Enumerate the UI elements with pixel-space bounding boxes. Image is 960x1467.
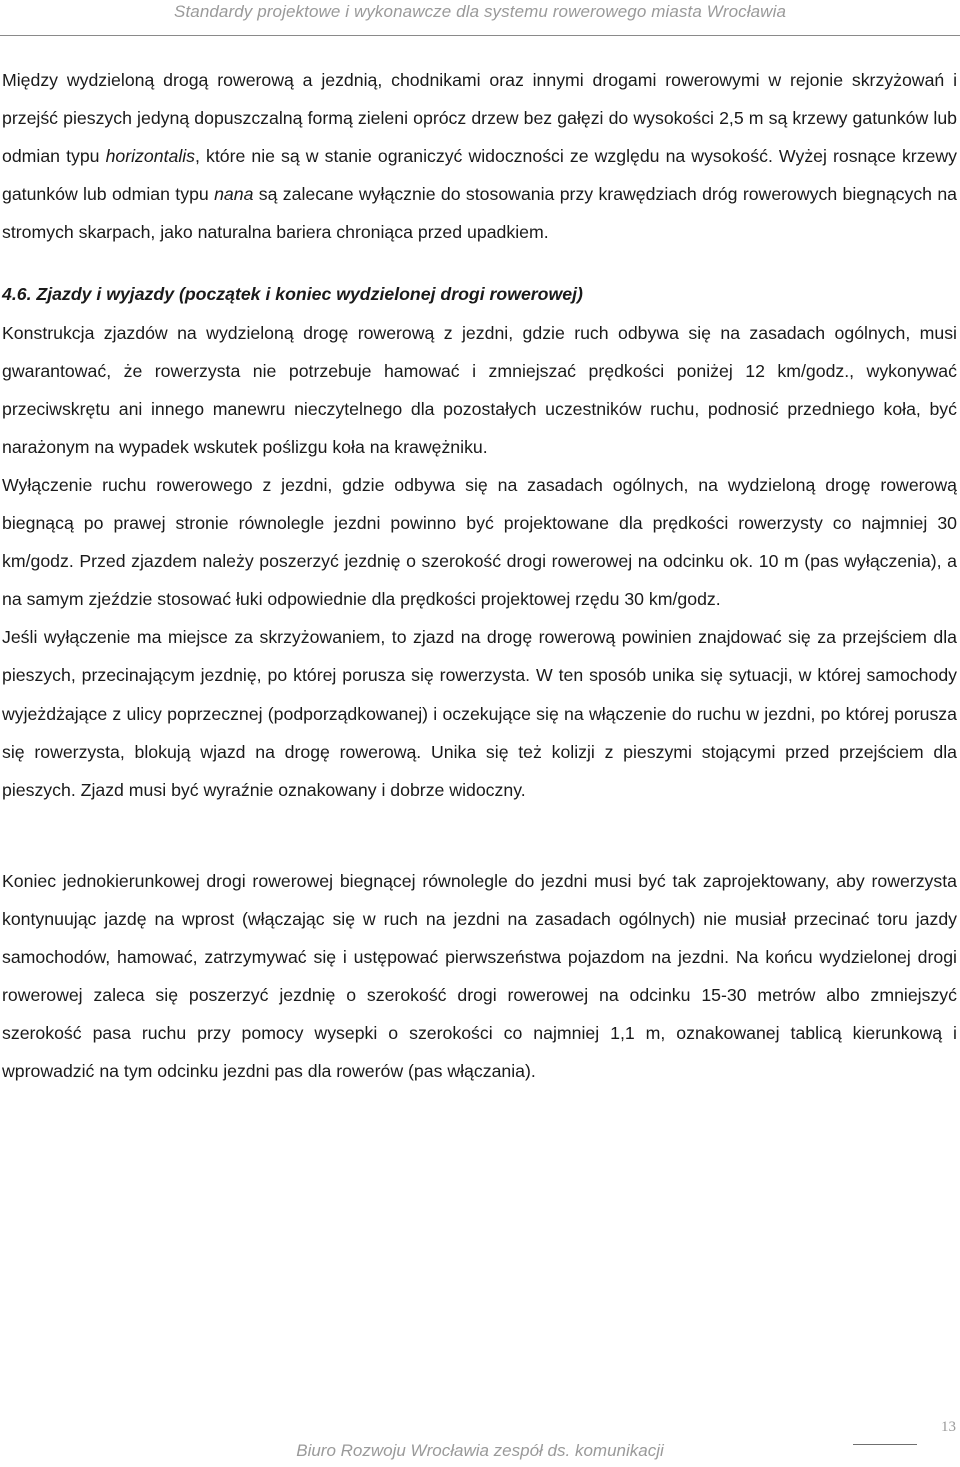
italic-term: nana <box>214 184 254 205</box>
paragraph-text: są zalecane wyłącznie do stosowania przy krawędziach dróg rowerowych biegnących na stromych skarpach, jako naturalna bariera chroniąca przed upadkiem. <box>2 184 957 243</box>
paragraph-shrubs <box>2 61 957 251</box>
header-rule <box>0 35 960 36</box>
section-heading: 4.6. Zjazdy i wyjazdy (początek i koniec wydzielonej drogi rowerowej) <box>2 284 583 305</box>
paragraph-exclusion: Wyłączenie ruchu rowerowego z jezdni, gdzie odbywa się na zasadach ogólnych, na wydzieloną drogę rowerową biegnącą po prawej stronie równolegle jezdni powinno być projektowane dla prędkości rowerzysty co najmniej 30 km/godz. Przed zjazdem należy poszerzyć jezdnię o szerokość drogi rowerowej na odcinku ok. 10 m (pas wyłączenia), a na samym zjeździe stosować łuki odpowiednie dla prędkości projektowej rzędu 30 km/godz. <box>2 474 957 610</box>
italic-term: horizontalis <box>105 146 196 167</box>
paragraph-path-end: Koniec jednokierunkowej drogi rowerowej biegnącej równolegle do jezdni musi być tak zaprojektowany, aby rowerzysta kontynuując jazdę na wprost (włączając się w ruch na jezdni na zasadach ogólnych) nie musiał przecinać toru jazdy samochodów, hamować, zatrzymywać się i ustępować pierwszeństwa pojazdom na jezdni. Na końcu wydzielonej drogi rowerowej zaleca się poszerzyć jezdnię o szerokość drogi rowerowej na odcinku 15-30 metrów albo zmniejszyć szerokość pasa ruchu przy pomocy wysepki o szerokości co najmniej 1,1 m, oznakowanej tablicą kierunkową i wprowadzić na tym odcinku jezdni pas dla rowerów (pas włączania). <box>2 870 957 1082</box>
document-body <box>2 61 957 1090</box>
running-header: Standardy projektowe i wykonawcze dla systemu rowerowego miasta Wrocławia <box>174 2 786 21</box>
page-number: 13 <box>941 1419 956 1435</box>
paragraph-entrance-construction: Konstrukcja zjazdów na wydzieloną drogę rowerową z jezdni, gdzie ruch odbywa się na zasadach ogólnych, musi gwarantować, że rowerzysta nie potrzebuje hamować i zmniejszać prędkości poniżej 12 km/godz., wykonywać przeciwskrętu ani innego manewru nieczytelnego dla pozostałych uczestników ruchu, podnosić przedniego koła, być narażonym na wypadek wskutek poślizgu koła na krawężniku. <box>2 322 957 457</box>
paragraph-intersection: Jeśli wyłączenie ma miejsce za skrzyżowaniem, to zjazd na drogę rowerową powinien znajdować się za przejściem dla pieszych, przecinającym jezdnię, po której porusza się rowerzysta. W ten sposób unika się sytuacji, w której samochody wyjeżdżające z ulicy poprzecznej (podporządkowanej) i oczekujące się na włączenie do ruchu w jezdni, po której porusza się rowerzysta, blokują wjazd na drogę rowerową. Unika się też kolizji z pieszymi stojącymi przed przejściem dla pieszych. Zjazd musi być wyraźnie oznakowany i dobrze widoczny. <box>2 627 957 800</box>
paragraph-text: Między wydzieloną drogą rowerową a jezdnią, chodnikami oraz innymi drogami rowerowymi w rejonie skrzyżowań i przejść pieszych jedyną dopuszczalną formą zieleni oprócz drzew bez gałęzi do wysokości 2,5 m są krzewy gatunków lub odmian typu <box>2 70 957 167</box>
running-footer: Biuro Rozwoju Wrocławia zespół ds. komunikacji <box>296 1441 664 1460</box>
paragraph-text: , które nie są w stanie ograniczyć widoczności ze względu na wysokość. Wyżej rosnące krzewy gatunków lub odmian typu <box>2 146 957 205</box>
